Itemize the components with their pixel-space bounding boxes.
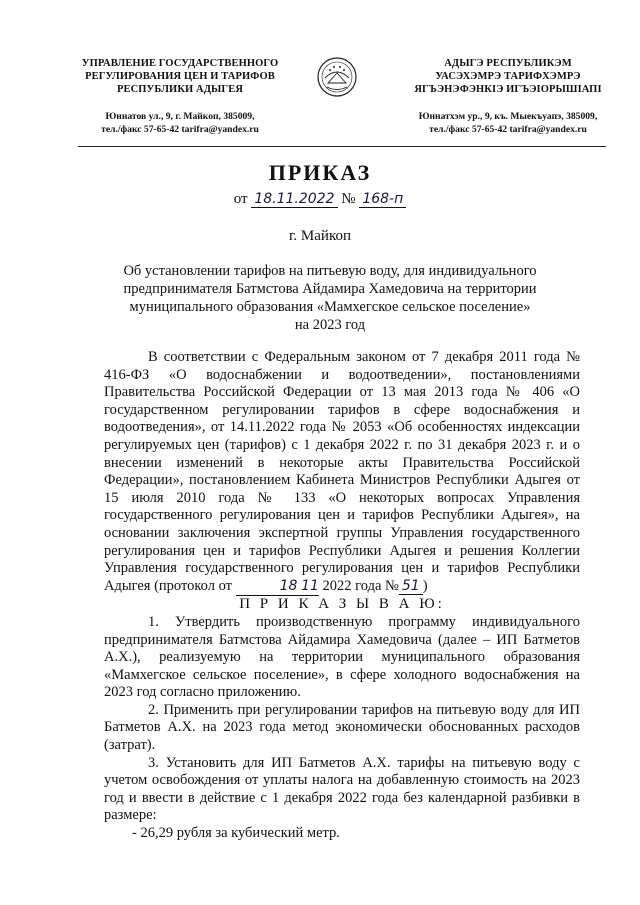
order-subject: Об установлении тарифов на питьевую воду, для индивидуального предпринимателя Батмстова Айдамира Хамедовича на территории муниципального образования «Мамхегское сельское поселение» на 2023 год xyxy=(123,263,537,333)
city-line: г. Майкоп xyxy=(288,228,352,244)
protocol-number: 51 xyxy=(399,578,423,595)
tariff-line: - 26,29 рубля за кубический метр. xyxy=(132,825,340,842)
decree-heading: П Р И К А З Ы В А Ю: xyxy=(239,596,445,613)
coat-of-arms-icon xyxy=(316,56,358,98)
header-divider xyxy=(78,146,606,147)
preamble-paragraph xyxy=(104,349,580,596)
protocol-year-text: 2022 года № xyxy=(322,577,399,594)
list-item: 3. Установить для ИП Батметов А.Х. тарифы на питьевую воду с учетом освобождения от уплаты налога на добавленную стоимость на 2023 год и ввести в действие с 1 декабря 2022 года без календарной разбивки в размере: xyxy=(104,754,580,824)
issuer-name-adyghe: АДЫГЭ РЕСПУБЛИКЭМ УАСЭХЭМРЭ ТАРИФХЭМРЭ ЯГЪЭНЭФЭНКIЭ ИГЪЭIОРЫШIАПI xyxy=(414,58,602,95)
preamble-text: В соответствии с Федеральным законом от 7 декабря 2011 года № 416-ФЗ «О водоснабжении и водоотведении», постановлениями Правительства Российской Федерации от 13 мая 2013 года № 406 «О государственном регулировании тарифов в сфере водоснабжения и водоотведения», от 14.11.2022 года № 2053 «Об особенностях индексации регулируемых цен (тарифов) с 1 декабря 2022 г. по 31 декабря 2023 г. и о внесении изменений в некоторые акты Правительства Российской Федерации», постановлением Кабинета Министров Республики Адыгея от 15 июля 2010 года № 133 «О некоторых вопросах Управления государственного регулирования цен и тарифов Республики Адыгея», на основании заключения экспертной группы Управления государственного регулирования цен и тарифов Республики Адыгея и решения Коллегии Управления государственного регулирования цен и тарифов Республики Адыгея (протокол от xyxy=(104,349,580,594)
document-title: ПРИКАЗ xyxy=(268,160,372,185)
document-body xyxy=(104,349,580,843)
issuer-name-russian: УПРАВЛЕНИЕ ГОСУДАРСТВЕННОГО РЕГУЛИРОВАНИЯ ЦЕН И ТАРИФОВ РЕСПУБЛИКИ АДЫГЕЯ xyxy=(81,58,279,95)
list-item: 1. Утвердить производственную программу индивидуального предпринимателя Батмстова Айдамира Хамедовича (далее – ИП Батметов А.Х.), реализуемую на территории муниципального образования «Мамхегское сельское поселение», в сфере холодного водоснабжения на 2023 год согласно приложению. xyxy=(104,613,580,701)
number-label: № xyxy=(341,191,356,207)
order-date-number-line xyxy=(0,191,640,208)
protocol-date xyxy=(236,578,319,597)
preamble-close: ) xyxy=(422,577,428,594)
issuer-address-russian: Юннатов ул., 9, г. Майкоп, 385009, тел./факс 57-65-42 tarifra@yandex.ru xyxy=(101,111,259,135)
protocol-day: 18 xyxy=(279,577,298,594)
order-number: 168-п xyxy=(359,191,406,208)
issuer-address-adyghe: Юннатхэм ур., 9, къ. Мыекъуапэ, 385009, тел./факс 57-65-42 tarifra@yandex.ru xyxy=(418,111,598,135)
header-right-block xyxy=(398,57,618,136)
protocol-month: 11 xyxy=(301,577,319,594)
header-left-block xyxy=(70,57,290,136)
order-date: 18.11.2022 xyxy=(251,191,337,208)
from-label: от xyxy=(233,191,248,207)
list-item: 2. Применить при регулировании тарифов на питьевую воду для ИП Батметов А.Х. на 2023 года метод экономически обоснованных расходов (затрат). xyxy=(104,701,580,754)
